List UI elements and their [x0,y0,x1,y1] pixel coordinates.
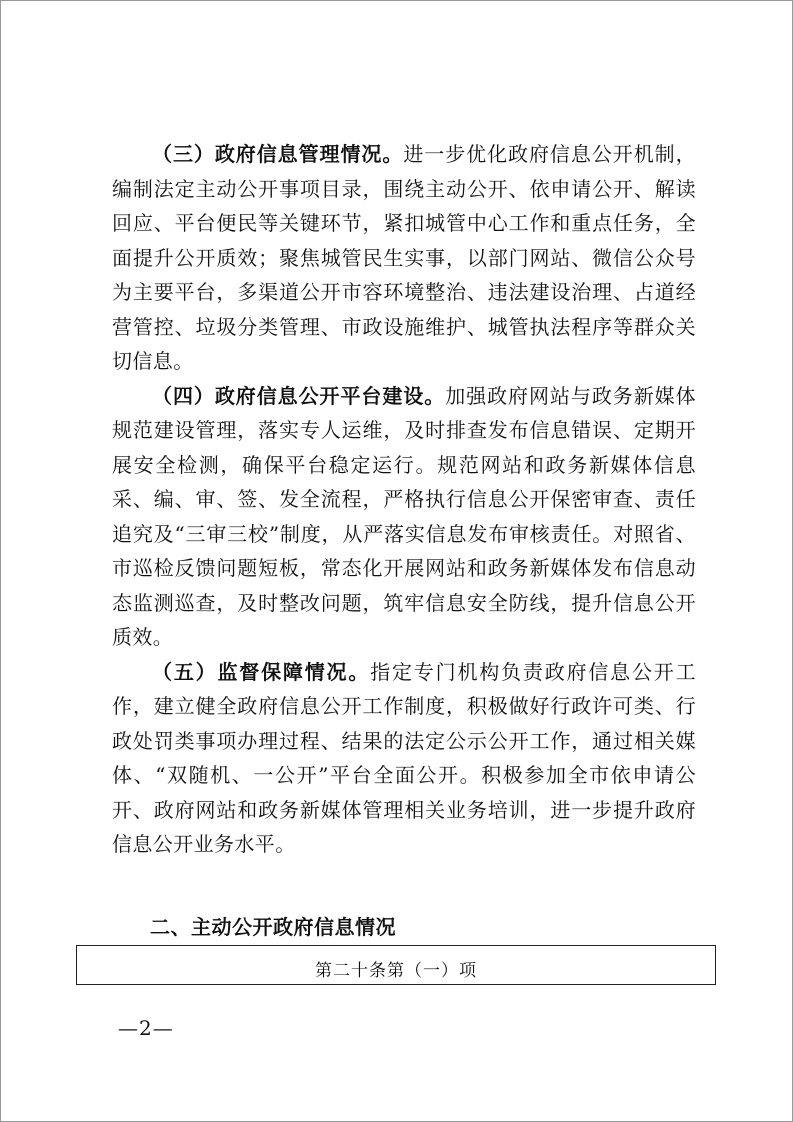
paragraph-lead: （五）监督保障情况。 [152,659,371,684]
paragraph-platform-construction [112,379,696,655]
paragraph-supervision-guarantee [112,655,696,862]
paragraph-lead: （三）政府信息管理情况。 [152,142,404,166]
paragraph-text: 进一步优化政府信息公开机制，编制法定主动公开事项目录，围绕主动公开、依申请公开、解读回应、平台便民等关键环节，紧扣城管中心工作和重点任务，全面提升公开质效；聚焦城管民生实事，以部门网站、微信公众号为主要平台，多渠道公开市容环境整治、违法建设治理、占道经营管控、垃圾分类管理、市政设施维护、城管执法程序等群众关切信息。 [112,142,696,373]
table-caption: 第二十条第（一）项 [315,961,477,981]
paragraph-text: 加强政府网站与政务新媒体规范建设管理，落实专人运维，及时排查发布信息错误、定期开展安全检测，确保平台稳定运行。规范网站和政务新媒体信息采、编、审、签、发全流程，严格执行信息公开保密审查、责任追究及“三审三校”制度，从严落实信息发布审核责任。对照省、市巡检反馈问题短板，常态化开展网站和政务新媒体发布信息动态监测巡查，及时整改问题，筑牢信息安全防线，提升信息公开质效。 [112,383,696,649]
paragraph-lead: （四）政府信息公开平台建设。 [152,383,446,408]
table [76,945,716,985]
paragraph-text: 指定专门机构负责政府信息公开工作，建立健全政府信息公开工作制度，积极做好行政许可类、行政处罚类事项办理过程、结果的法定公示公开工作，通过相关媒体、“双随机、一公开”平台全面公开。积极参加全市依申请公开、政府网站和政务新媒体管理相关业务培训，进一步提升政府信息公开业务水平。 [112,659,697,856]
document-body [112,137,696,862]
page-number: —2— [118,1016,174,1040]
paragraph-government-info-management [112,137,696,379]
section-heading: 二、主动公开政府信息情况 [150,915,396,939]
